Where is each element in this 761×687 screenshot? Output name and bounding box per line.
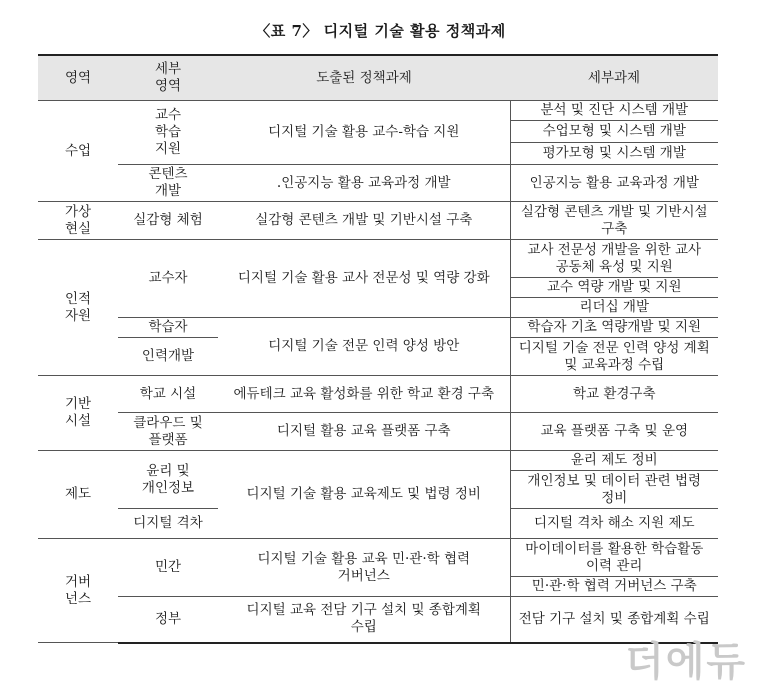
sub-area-cell: 민간 (118, 539, 218, 597)
table-title: 〈표 7〉 디지털 기술 활용 정책과제 (255, 22, 506, 40)
header-detail-task: 세부과제 (510, 55, 718, 101)
policy-task-cell: .인공지능 활용 교육과정 개발 (218, 165, 510, 202)
sub-area-cell: 콘텐츠 개발 (118, 165, 218, 202)
header-row (38, 55, 718, 101)
detail-task-cell: 수업모형 및 시스템 개발 (510, 121, 718, 143)
detail-task-cell: 교육 플랫폼 구축 및 운영 (510, 413, 718, 451)
area-cell: 거버 넌스 (38, 539, 118, 643)
table-row (38, 318, 718, 338)
table-row (38, 539, 718, 577)
policy-task-cell: 디지털 교육 전담 기구 설치 및 종합계획 수립 (218, 597, 510, 643)
area-cell: 인적 자원 (38, 240, 118, 376)
sub-area-cell: 교수 학습 지원 (118, 101, 218, 165)
policy-task-cell: 디지털 기술 전문 인력 양성 방안 (218, 318, 510, 376)
header-policy-task: 도출된 정책과제 (218, 55, 510, 101)
detail-task-cell: 학교 환경구축 (510, 376, 718, 413)
policy-task-cell: 실감형 콘텐츠 개발 및 기반시설 구축 (218, 202, 510, 240)
header-area: 영역 (38, 55, 118, 101)
header-sub-area: 세부 영역 (118, 55, 218, 101)
detail-task-cell: 학습자 기초 역량개발 및 지원 (510, 318, 718, 338)
detail-task-cell: 개인정보 및 데이터 관련 법령 정비 (510, 471, 718, 509)
policy-table (38, 54, 718, 644)
detail-task-cell: 평가모형 및 시스템 개발 (510, 143, 718, 165)
detail-task-cell: 교수 역량 개발 및 지원 (510, 278, 718, 298)
detail-task-cell: 실감형 콘텐츠 개발 및 기반시설 구축 (510, 202, 718, 240)
detail-task-cell: 리더십 개발 (510, 298, 718, 318)
detail-task-cell: 윤리 제도 정비 (510, 451, 718, 471)
detail-task-cell: 마이데이터를 활용한 학습활동 이력 관리 (510, 539, 718, 577)
detail-task-cell: 디지털 격차 해소 지원 제도 (510, 509, 718, 539)
detail-task-cell: 민·관·학 협력 거버넌스 구축 (510, 577, 718, 597)
table-row (38, 165, 718, 202)
table-row (38, 376, 718, 413)
area-cell: 제도 (38, 451, 118, 539)
sub-area-cell: 윤리 및 개인정보 (118, 451, 218, 509)
table-row (38, 413, 718, 451)
sub-area-cell: 정부 (118, 597, 218, 643)
policy-task-cell: 디지털 기술 활용 교사 전문성 및 역량 강화 (218, 240, 510, 318)
table-row (38, 240, 718, 278)
sub-area-cell: 학습자 (118, 318, 218, 338)
table-row (38, 451, 718, 471)
table-row (38, 202, 718, 240)
sub-area-cell: 클라우드 및 플랫폼 (118, 413, 218, 451)
sub-area-cell: 디지털 격차 (118, 509, 218, 539)
detail-task-cell: 디지털 기술 전문 인력 양성 계획 및 교육과정 수립 (510, 338, 718, 376)
detail-task-cell: 교사 전문성 개발을 위한 교사 공동체 육성 및 지원 (510, 240, 718, 278)
area-cell: 가상 현실 (38, 202, 118, 240)
detail-task-cell: 전담 기구 설치 및 종합계획 수립 (510, 597, 718, 643)
area-cell: 수업 (38, 101, 118, 202)
area-cell: 기반 시설 (38, 376, 118, 451)
policy-task-cell: 에듀테크 교육 활성화를 위한 학교 환경 구축 (218, 376, 510, 413)
policy-task-cell: 디지털 기술 활용 교육 민·관·학 협력 거버넌스 (218, 539, 510, 597)
sub-area-cell: 실감형 체험 (118, 202, 218, 240)
sub-area-cell: 학교 시설 (118, 376, 218, 413)
policy-task-cell: 디지털 기술 활용 교육제도 및 법령 정비 (218, 451, 510, 539)
policy-task-cell: 디지털 기술 활용 교수-학습 지원 (218, 101, 510, 165)
watermark-logo: 더에듀 (625, 639, 747, 685)
sub-area-cell: 인력개발 (118, 338, 218, 376)
sub-area-cell: 교수자 (118, 240, 218, 318)
table-row (38, 101, 718, 121)
table-row (38, 597, 718, 643)
detail-task-cell: 인공지능 활용 교육과정 개발 (510, 165, 718, 202)
policy-task-cell: 디지털 활용 교육 플랫폼 구축 (218, 413, 510, 451)
detail-task-cell: 분석 및 진단 시스템 개발 (510, 101, 718, 121)
